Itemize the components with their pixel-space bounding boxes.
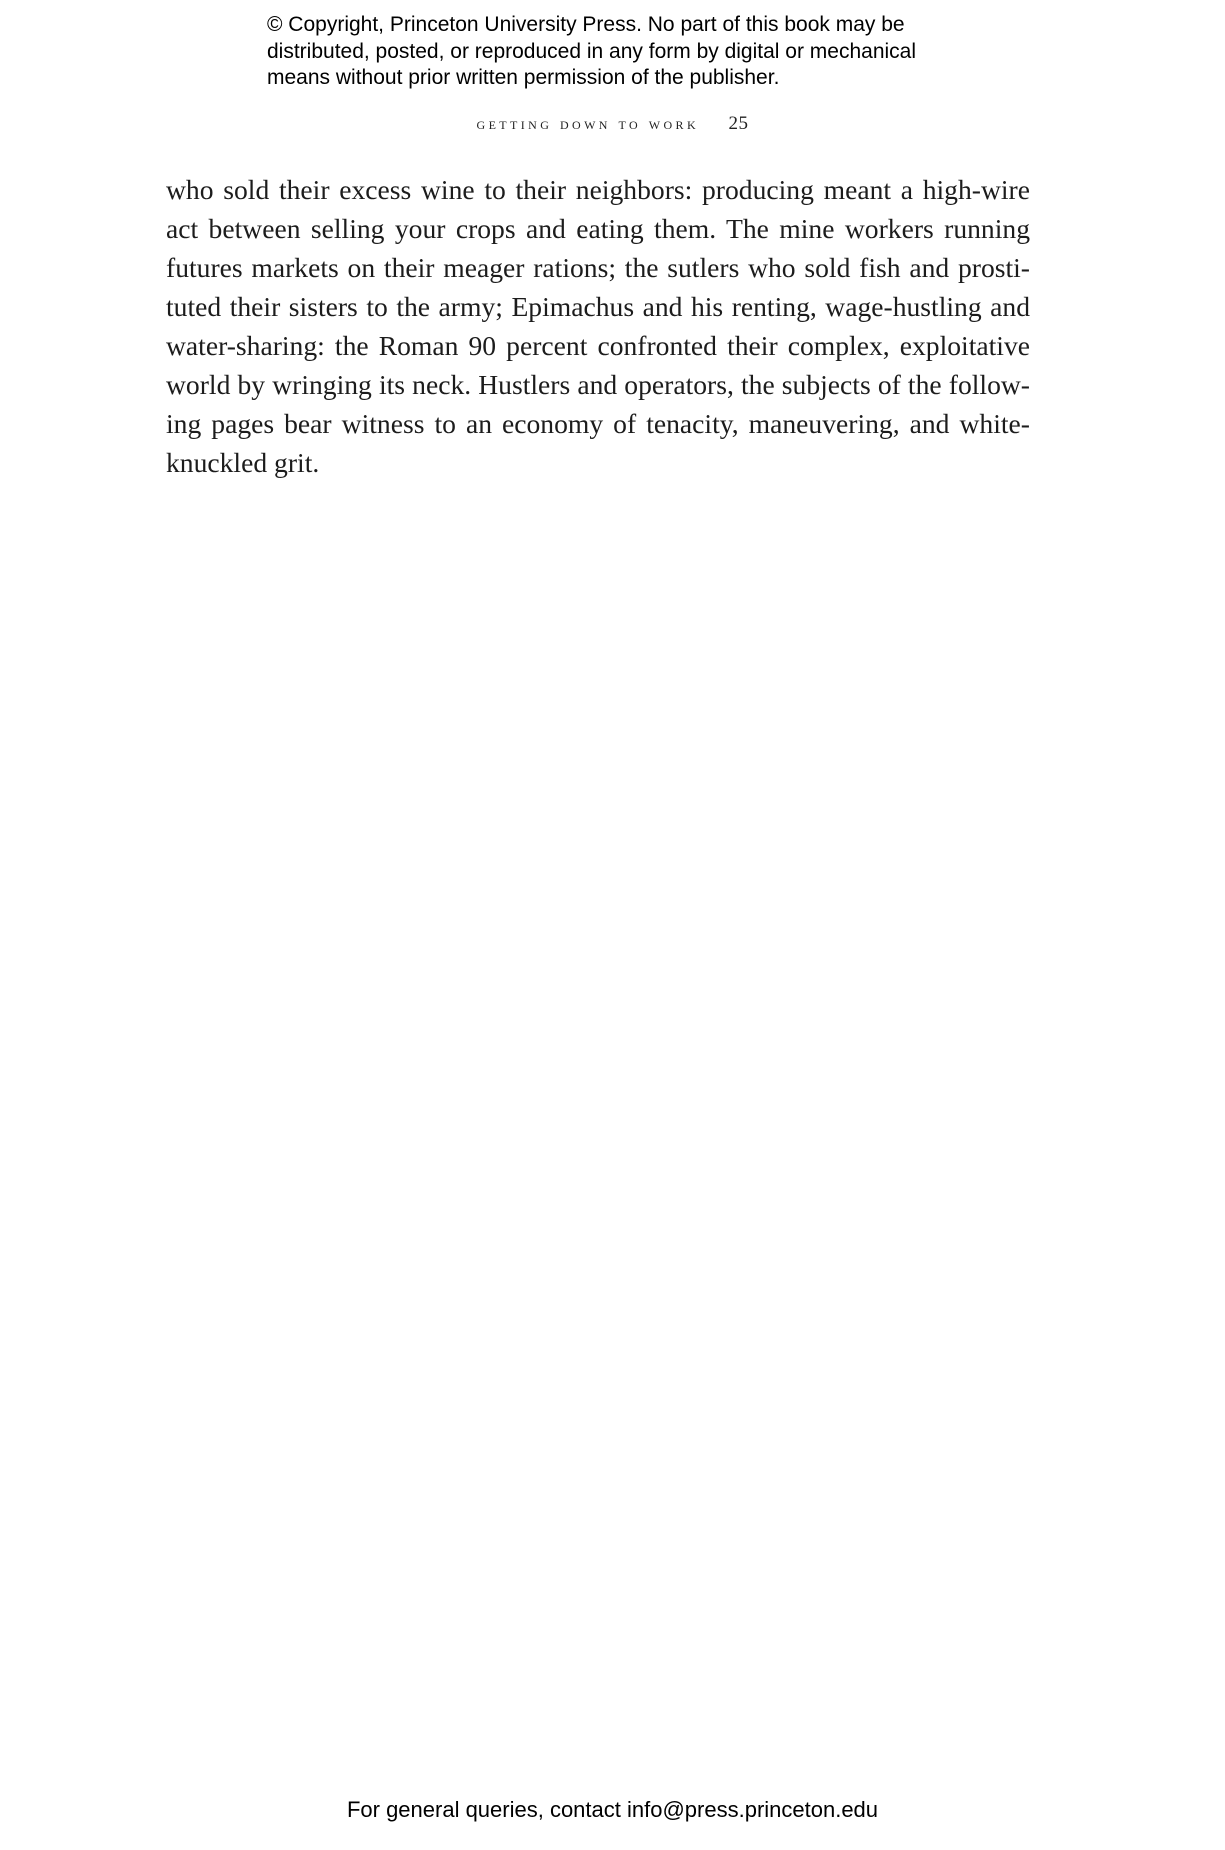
body-line: knuckled grit.	[166, 447, 320, 478]
body-line: tuted their sisters to the army; Epimachus and his renting, wage-hustling and	[166, 291, 1030, 322]
footer-contact: For general queries, contact info@press.princeton.edu	[346, 1797, 879, 1822]
copyright-notice	[267, 12, 1027, 92]
running-head	[0, 113, 1225, 135]
body-line: ing pages bear witness to an economy of tenacity, maneuvering, and white-	[166, 408, 1030, 439]
body-paragraph	[166, 170, 1030, 482]
copyright-line: © Copyright, Princeton University Press. No part of this book may be	[267, 13, 905, 36]
page-number: 25	[728, 113, 749, 134]
body-line: world by wringing its neck. Hustlers and operators, the subjects of the follow-	[166, 369, 1030, 400]
copyright-line: means without prior written permission of the publisher.	[267, 66, 780, 89]
body-line: who sold their excess wine to their neighbors: producing meant a high-wire	[166, 174, 1030, 205]
body-line: act between selling your crops and eating them. The mine workers running	[166, 213, 1030, 244]
body-line: water-sharing: the Roman 90 percent confronted their complex, exploitative	[166, 330, 1030, 361]
running-head-title: getting down to work	[476, 114, 700, 133]
body-line: futures markets on their meager rations; the sutlers who sold fish and prosti-	[166, 252, 1030, 283]
copyright-line: distributed, posted, or reproduced in any form by digital or mechanical	[267, 39, 917, 63]
